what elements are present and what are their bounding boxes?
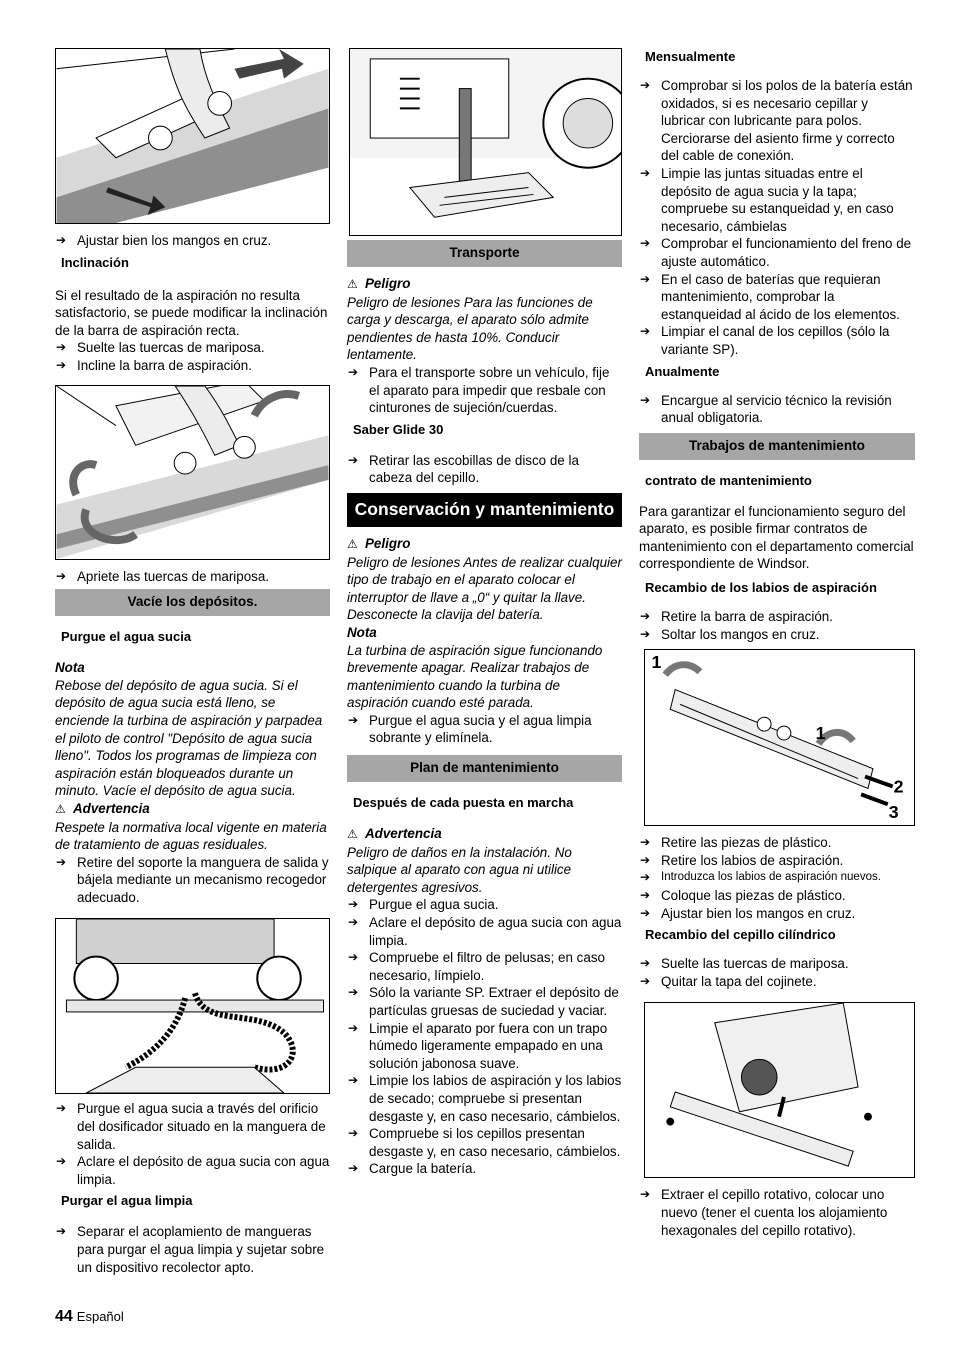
step-list <box>347 452 622 487</box>
heading-despues: Después de cada puesta en marcha <box>353 795 574 811</box>
paragraph-contrato: Para garantizar el funcionamiento seguro del aparato, es posible firmar contratos de mantenimiento con el departamento comercial correspondiente de Windsor. <box>639 503 914 572</box>
step-item: ➔ Compruebe el filtro de pelusas; en caso necesario, límpielo. <box>347 949 622 984</box>
note-label: Nota <box>55 660 85 676</box>
step-item: ➔ Separar el acoplamiento de mangueras para purgar el agua limpia y sujetar sobre un dispositivo recolector apto. <box>55 1223 330 1276</box>
warning-triangle-icon: ⚠ <box>347 827 358 842</box>
warning-label: Advertencia <box>73 800 150 816</box>
step-item: ➔ Retirar las escobillas de disco de la cabeza del cepillo. <box>347 452 622 487</box>
step-list <box>347 712 622 747</box>
danger-text: Peligro de lesiones Antes de realizar cualquier tipo de trabajo en el aparato colocar el interruptor de llave a „0“ y quitar la llave. Desconecte la clavija del batería. <box>347 554 622 623</box>
heading-recambio-labios: Recambio de los labios de aspiración <box>645 580 877 596</box>
column-left <box>55 48 330 1276</box>
step-item: ➔ Retire del soporte la manguera de salida y bájela mediante un mecanismo recogedor adecuado. <box>55 854 330 907</box>
figure-suction-lips <box>644 649 915 826</box>
step-list <box>55 568 330 586</box>
heading-inclinacion: Inclinación <box>61 254 129 270</box>
step-item: ➔ Limpiar el canal de los cepillos (sólo la variante SP). <box>639 323 915 358</box>
step-list <box>347 896 622 1178</box>
step-item: ➔ Quitar la tapa del cojinete. <box>639 973 915 991</box>
step-item: ➔ Limpie los labios de aspiración y los labios de secado; compruebe si presentan desgaste y, en caso necesario, cámbielos. <box>347 1072 622 1125</box>
heading-recambio-cepillo: Recambio del cepillo cilíndrico <box>645 927 836 943</box>
figure-label: 1 <box>651 652 662 673</box>
section-bar-trabajos: Trabajos de mantenimiento <box>639 433 915 460</box>
step-list <box>639 834 915 922</box>
danger-label: Peligro <box>365 276 411 291</box>
step-list <box>639 392 915 427</box>
step-item: ➔ Ajustar bien los mangos en cruz. <box>639 905 915 923</box>
page-number: 44 <box>55 1308 73 1325</box>
heading-mensualmente: Mensualmente <box>645 49 736 64</box>
step-item: ➔ Retire la barra de aspiración. <box>639 608 915 626</box>
heading-saber-glide: Saber Glide 30 <box>353 421 444 437</box>
step-list <box>639 77 915 359</box>
figure-label: 2 <box>893 776 904 797</box>
heading-contrato: contrato de mantenimiento <box>645 472 812 488</box>
heading-purgue-sucia: Purgue el agua sucia <box>61 629 192 645</box>
danger-label: Peligro <box>365 535 411 551</box>
warning-label: Advertencia <box>365 826 442 842</box>
figure-crosshandles <box>55 48 330 224</box>
warning-triangle-icon: ⚠ <box>55 801 66 816</box>
section-bar-plan: Plan de mantenimiento <box>347 755 622 782</box>
figure-transport <box>349 48 622 236</box>
step-list <box>639 1186 915 1239</box>
warning-text: Respete la normativa local vigente en materia de tratamiento de aguas residuales. <box>55 819 327 853</box>
figure-tilt-bar <box>55 385 330 560</box>
column-right <box>639 48 915 1239</box>
warning-text: Peligro de daños en la instalación. No salpique al aparato con agua ni utilice detergentes agresivos. <box>347 844 572 895</box>
step-item: ➔ Encargue al servicio técnico la revisión anual obligatoria. <box>639 392 915 427</box>
step-item: ➔ Purgue el agua sucia y el agua limpia sobrante y elimínela. <box>347 712 622 747</box>
danger-text: Peligro de lesiones Para las funciones de carga y descarga, el aparato sólo admite pendientes de hasta 10%. Conducir lentamente. <box>347 294 593 363</box>
figure-cylinder-brush <box>644 1002 915 1178</box>
paragraph-inclinacion: Si el resultado de la aspiración no resulta satisfactorio, se puede modificar la inclinación de la barra de aspiración recta. <box>55 287 328 338</box>
heading-anualmente: Anualmente <box>645 363 720 379</box>
step-item: ➔ Sólo la variante SP. Extraer el depósito de partículas gruesas de suciedad y vaciar. <box>347 984 622 1019</box>
step-item: ➔ Soltar los mangos en cruz. <box>639 626 915 644</box>
step-list <box>55 339 330 374</box>
step-item: ➔ Cargue la batería. <box>347 1160 622 1178</box>
step-item: ➔ En el caso de baterías que requieran mantenimiento, comprobar la estanqueidad al ácido de los elementos. <box>639 271 915 324</box>
step-item: ➔ Limpie el aparato por fuera con un trapo húmedo ligeramente empapado en una solución jabonosa suave. <box>347 1020 622 1073</box>
step-item: ➔ Limpie las juntas situadas entre el depósito de agua sucia y la tapa; compruebe su estanqueidad y, en caso necesario, cámbielas <box>639 165 915 235</box>
heading-purgar-limpia: Purgar el agua limpia <box>61 1193 193 1209</box>
step-item: ➔ Ajustar bien los mangos en cruz. <box>55 232 330 250</box>
step-list <box>55 1100 330 1188</box>
warning-triangle-icon: ⚠ <box>347 536 358 551</box>
step-item: ➔ Purgue el agua sucia a través del orificio del dosificador situado en la manguera de salida. <box>55 1100 330 1153</box>
step-list <box>55 1223 330 1276</box>
step-item: ➔ Extraer el cepillo rotativo, colocar uno nuevo (tener el cuenta los alojamiento hexagonales del cepillo rotativo). <box>639 1186 915 1239</box>
step-item: ➔ Suelte las tuercas de mariposa. <box>639 955 915 973</box>
step-item: ➔ Suelte las tuercas de mariposa. <box>55 339 330 357</box>
step-item: ➔ Retire las piezas de plástico. <box>639 834 915 852</box>
note-text: Rebose del depósito de agua sucia. Si el depósito de agua sucia está lleno, se enciende la turbina de aspiración y parpadea el piloto de control "Depósito de agua sucia lleno". Todos los programas de limpieza con aspiración están bloqueados durante un minuto. Vacíe el depósito de agua sucia. <box>55 677 323 799</box>
chapter-title-bar: Conservación y mantenimiento <box>347 493 622 527</box>
figure-label: 1 <box>815 723 826 744</box>
step-list <box>347 364 622 417</box>
step-item: ➔ Compruebe si los cepillos presentan desgaste y, en caso necesario, cámbielos. <box>347 1125 622 1160</box>
step-item: ➔ Aclare el depósito de agua sucia con agua limpia. <box>347 914 622 949</box>
step-item: ➔ Apriete las tuercas de mariposa. <box>55 568 330 586</box>
step-item: ➔ Para el transporte sobre un vehículo, fije el aparato para impedir que resbale con cinturones de sujeción/cuerdas. <box>347 364 622 417</box>
step-item: ➔ Introduzca los labios de aspiración nuevos. <box>639 869 915 887</box>
note-label: Nota <box>347 624 377 640</box>
section-bar-vacie: Vacíe los depósitos. <box>55 589 330 616</box>
step-list <box>55 854 330 907</box>
step-item: ➔ Comprobar el funcionamiento del freno de ajuste automático. <box>639 235 915 270</box>
step-list <box>639 955 915 990</box>
step-item: ➔ Aclare el depósito de agua sucia con agua limpia. <box>55 1153 330 1188</box>
column-middle <box>347 48 622 1178</box>
note-text: La turbina de aspiración sigue funcionando brevemente apagar. Realizar trabajos de mantenimiento cuando la turbina de aspiración cuando esté parada. <box>347 642 603 711</box>
step-item: ➔ Purgue el agua sucia. <box>347 896 622 914</box>
figure-label: 3 <box>888 802 899 823</box>
step-item: ➔ Retire los labios de aspiración. <box>639 852 915 870</box>
figure-drain-hose <box>55 918 330 1094</box>
step-item: ➔ Comprobar si los polos de la batería están oxidados, si es necesario cepillar y lubricar con lubricante para polos. Cerciorarse del asiento firme y correcto del cable de conexión. <box>639 77 915 165</box>
page-language: Español <box>76 1309 124 1324</box>
step-item: ➔ Coloque las piezas de plástico. <box>639 887 915 905</box>
section-bar-transporte: Transporte <box>347 240 622 267</box>
step-list <box>639 608 915 643</box>
step-item: ➔ Incline la barra de aspiración. <box>55 357 330 375</box>
step-list <box>55 232 330 250</box>
page-footer <box>55 1308 124 1326</box>
warning-triangle-icon: ⚠ <box>347 277 358 291</box>
